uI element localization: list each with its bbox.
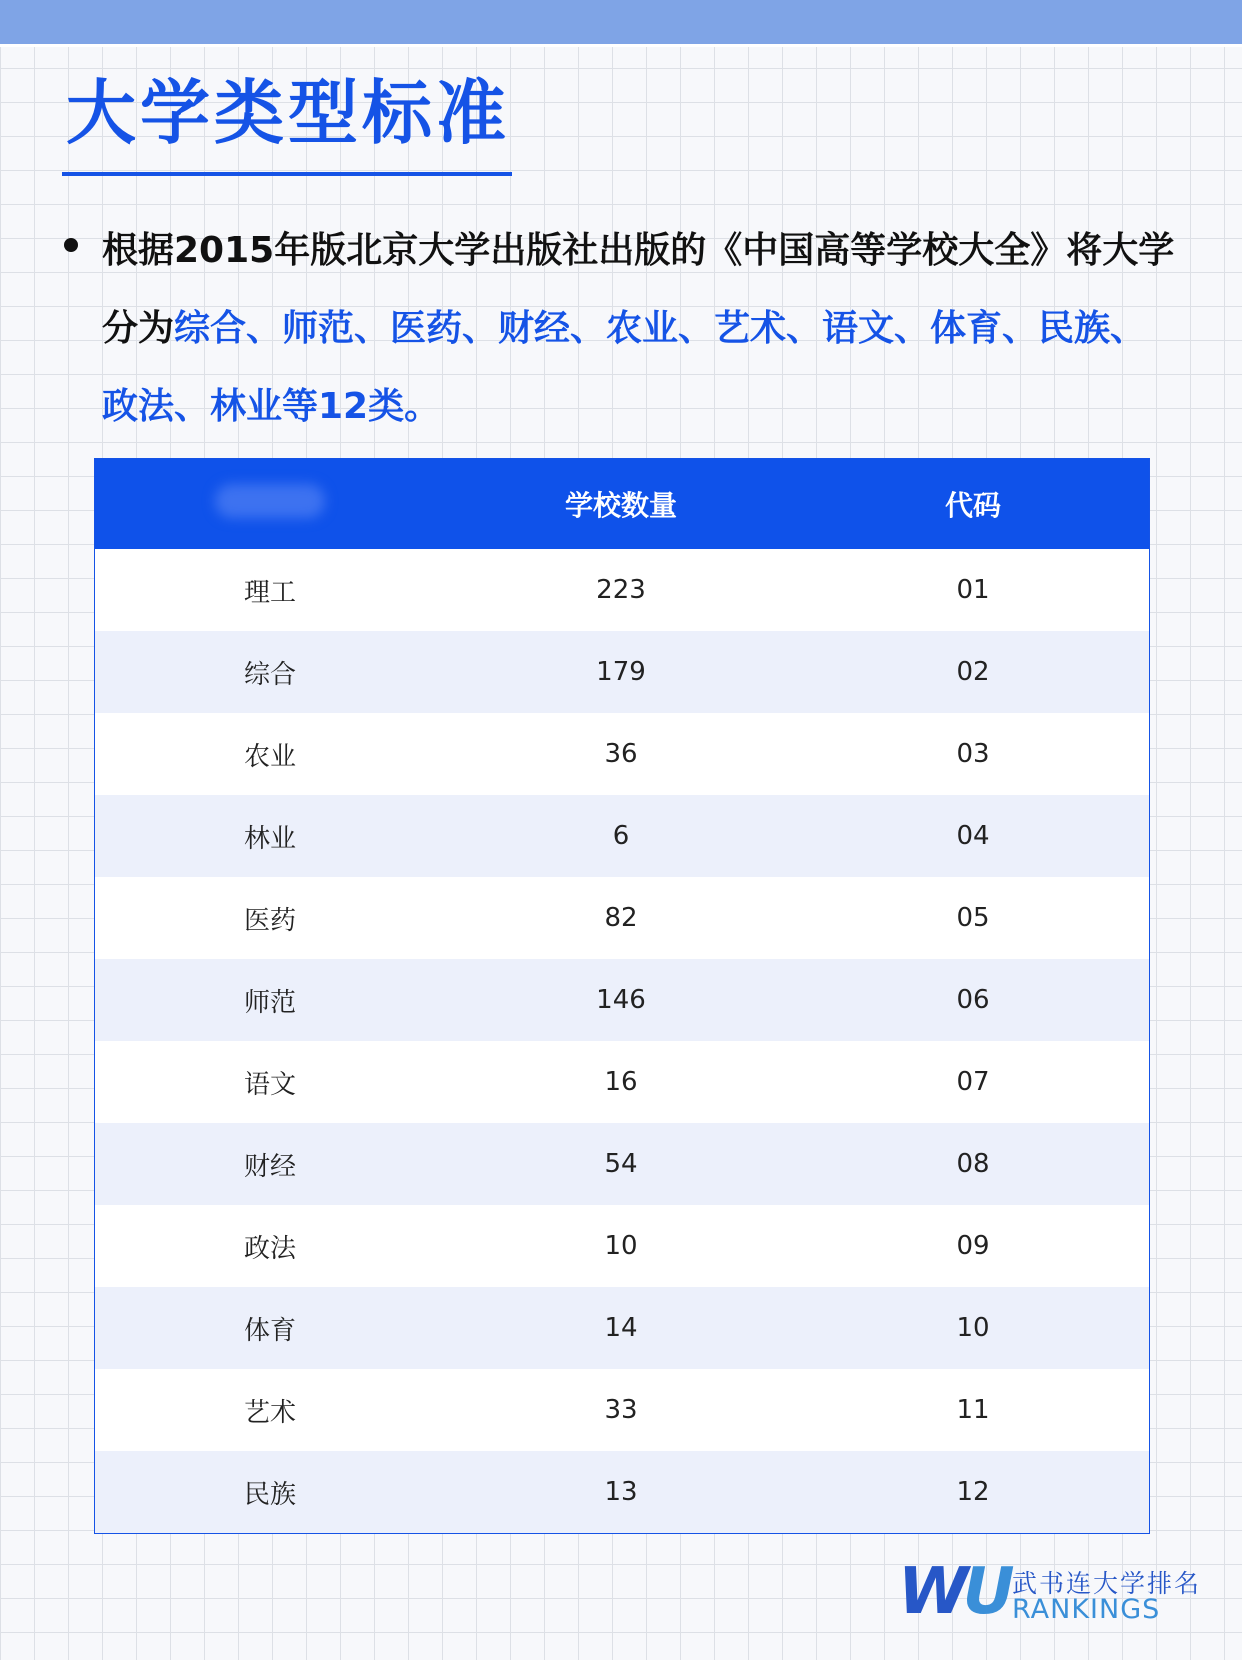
table-row xyxy=(95,959,1149,1041)
cell-count: 13 xyxy=(604,1477,638,1507)
cell-category: 民族 xyxy=(243,1479,296,1510)
table-row xyxy=(95,1451,1149,1533)
cell-count: 179 xyxy=(596,657,646,687)
cell-code: 08 xyxy=(956,1149,990,1179)
cell-category: 林业 xyxy=(243,823,296,854)
cell-count: 82 xyxy=(604,903,638,933)
header-count: 学校数量 xyxy=(564,489,677,522)
intro-highlight: 综合、师范、医药、财经、农业、艺术、语文、体育、民族、政法、林业等12类。 xyxy=(102,308,1147,427)
category-table xyxy=(94,458,1150,1534)
cell-code: 01 xyxy=(956,575,990,605)
header-code: 代码 xyxy=(944,489,1001,522)
wu-rankings-logo xyxy=(898,1555,1204,1629)
cell-code: 04 xyxy=(956,821,990,851)
bullet-icon xyxy=(64,238,78,252)
page-title: 大学类型标准 xyxy=(66,72,510,154)
table-body xyxy=(95,549,1149,1533)
cell-code: 10 xyxy=(956,1313,990,1343)
cell-code: 07 xyxy=(956,1067,990,1097)
cell-category: 政法 xyxy=(243,1233,296,1264)
logo-english-text: RANKINGS xyxy=(1012,1594,1161,1625)
cell-category: 财经 xyxy=(243,1151,296,1182)
cell-category: 艺术 xyxy=(243,1397,296,1428)
table-row xyxy=(95,631,1149,713)
logo-chinese-text: 武书连大学排名 xyxy=(1012,1569,1202,1598)
cell-code: 05 xyxy=(956,903,990,933)
logo-mark: WU xyxy=(898,1555,1009,1629)
table-row xyxy=(95,1287,1149,1369)
cell-count: 36 xyxy=(604,739,638,769)
cell-code: 03 xyxy=(956,739,990,769)
cell-code: 06 xyxy=(956,985,990,1015)
intro-text: 根据2015年版北京大学出版社出版的《中国高等学校大全》将大学分为 xyxy=(102,230,1175,349)
cell-code: 11 xyxy=(956,1395,990,1425)
table-row xyxy=(95,795,1149,877)
cell-category: 语文 xyxy=(243,1069,296,1100)
top-banner xyxy=(0,0,1242,47)
cell-code: 02 xyxy=(956,657,990,687)
cell-category: 综合 xyxy=(243,659,296,690)
table-row xyxy=(95,877,1149,959)
cell-category: 医药 xyxy=(243,905,296,936)
cell-count: 54 xyxy=(604,1149,638,1179)
blurred-label xyxy=(215,484,325,518)
table-row xyxy=(95,1369,1149,1451)
table-row xyxy=(95,1041,1149,1123)
cell-category: 师范 xyxy=(243,987,296,1018)
cell-category: 理工 xyxy=(243,577,296,608)
cell-count: 10 xyxy=(604,1231,638,1261)
cell-code: 09 xyxy=(956,1231,990,1261)
header-category-blurred xyxy=(95,484,445,525)
table-row xyxy=(95,1205,1149,1287)
table-row xyxy=(95,549,1149,631)
cell-count: 14 xyxy=(604,1313,638,1343)
table-row xyxy=(95,1123,1149,1205)
cell-count: 16 xyxy=(604,1067,638,1097)
cell-count: 223 xyxy=(596,575,646,605)
table-row xyxy=(95,713,1149,795)
cell-category: 体育 xyxy=(243,1315,296,1346)
table-header xyxy=(95,459,1149,549)
cell-count: 6 xyxy=(612,821,630,851)
cell-category: 农业 xyxy=(243,741,296,772)
title-underline xyxy=(62,172,512,176)
intro-paragraph xyxy=(102,212,1182,446)
cell-count: 146 xyxy=(596,985,646,1015)
cell-count: 33 xyxy=(604,1395,638,1425)
cell-code: 12 xyxy=(956,1477,990,1507)
